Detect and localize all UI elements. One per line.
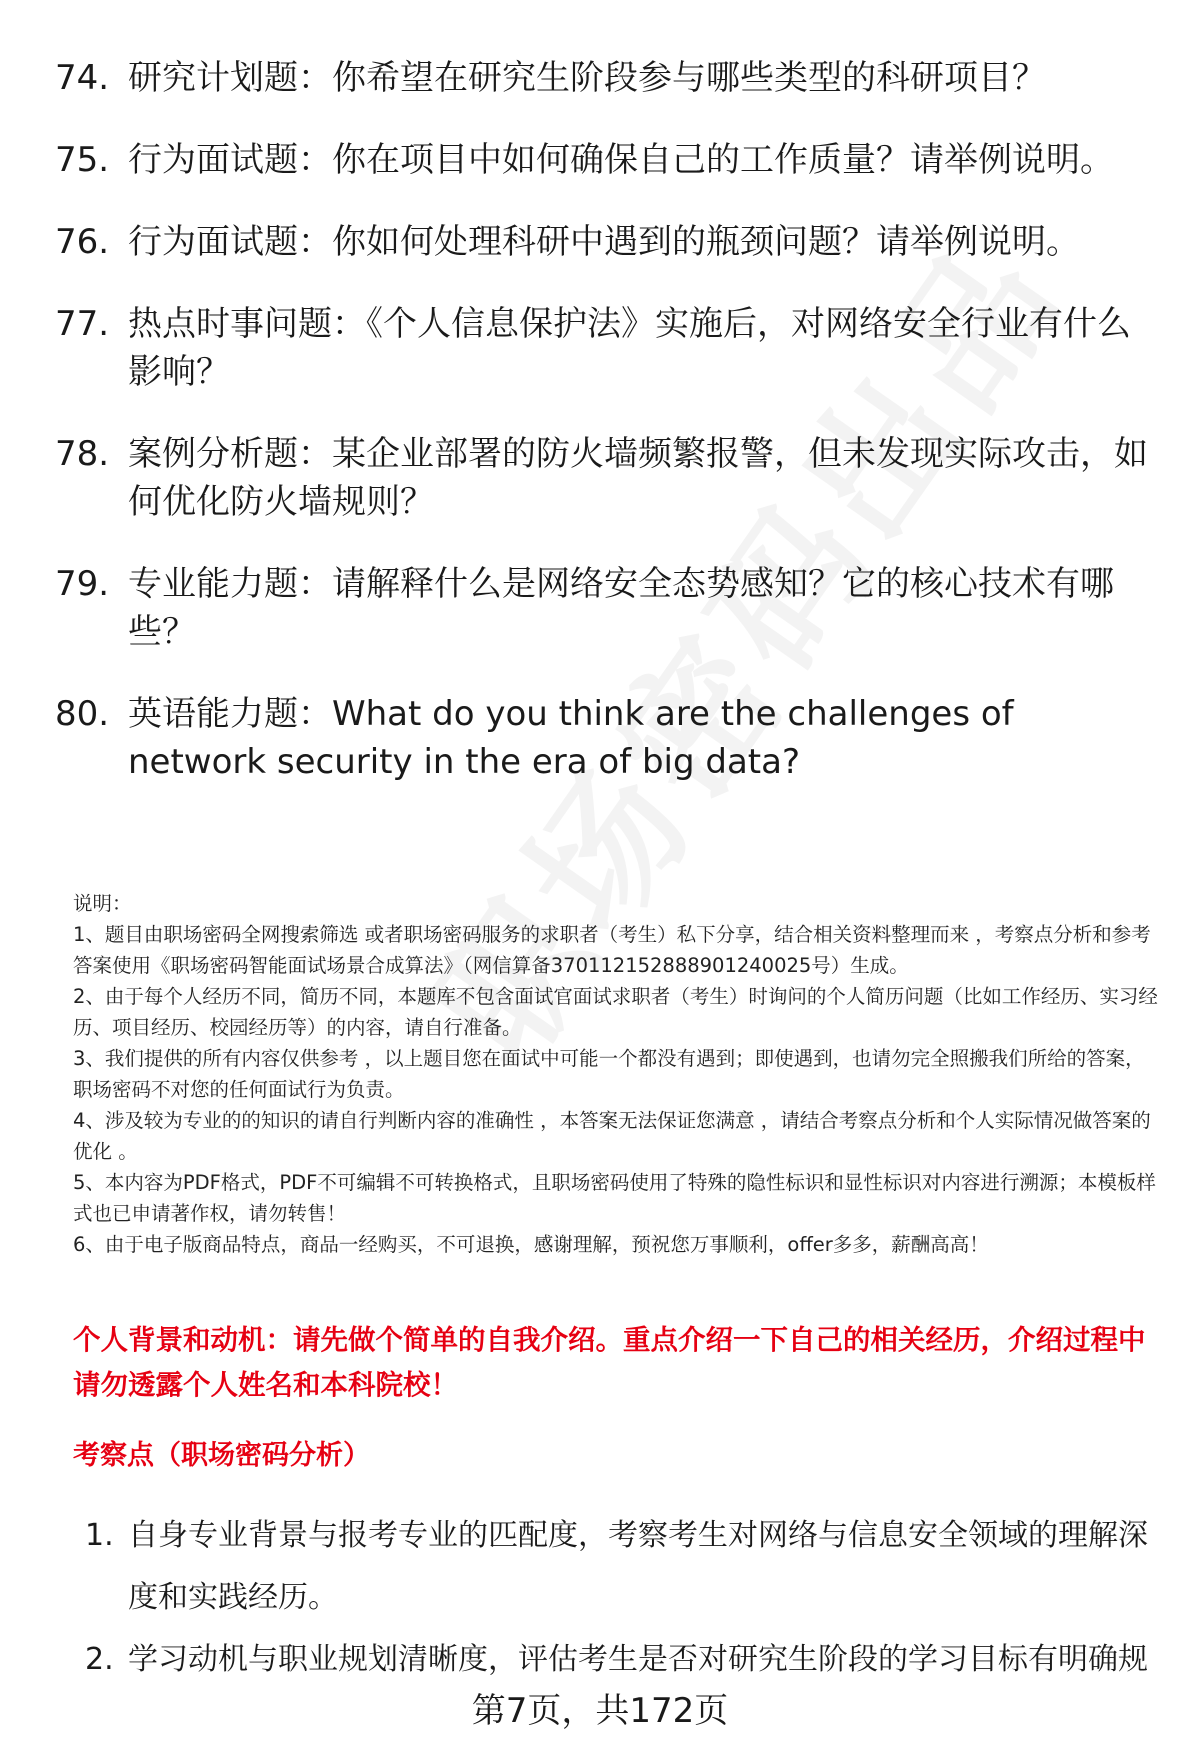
question-number: 78. [55,434,110,474]
question-list [55,54,1155,820]
question-number: 76. [55,222,110,262]
note-item: 3、我们提供的所有内容仅供参考 ，以上题目您在面试中可能一个都没有遇到；即使遇到，也请勿完全照搬我们所给的答案，职场密码不对您的任何面试行为负责。 [73,1047,1145,1101]
question-text: 专业能力题：请解释什么是网络安全态势感知？它的核心技术有哪些？ [128,564,1114,652]
question-text: 案例分析题：某企业部署的防火墙频繁报警，但未发现实际攻击，如何优化防火墙规则？ [128,434,1148,522]
question-number: 80. [55,694,110,734]
analysis-heading: 考察点（职场密码分析） [73,1440,370,1471]
question-number: 74. [55,58,110,98]
question-item [55,136,1155,184]
analysis-number: 2. [85,1642,114,1677]
featured-question: 个人背景和动机：请先做个简单的自我介绍。重点介绍一下自己的相关经历，介绍过程中请勿透露个人姓名和本科院校！ [73,1324,1146,1401]
question-text: 研究计划题：你希望在研究生阶段参与哪些类型的科研项目？ [128,58,1046,98]
question-number: 75. [55,140,110,180]
analysis-item [85,1505,1160,1629]
note-item: 1、题目由职场密码全网搜索筛选 或者职场密码服务的求职者（考生）私下分享，结合相关资料整理而来 ，考察点分析和参考答案使用《职场密码智能面试场景合成算法》（网信算备370112152888901240025号）生成。 [73,923,1151,977]
question-text: 英语能力题：What do you think are the challenges of network security in the era of big data? [128,694,1014,782]
question-item [55,560,1155,656]
question-number: 79. [55,564,110,604]
question-item [55,430,1155,526]
analysis-text: 自身专业背景与报考专业的匹配度，考察考生对网络与信息安全领域的理解深度和实践经历。 [128,1518,1148,1615]
analysis-item [85,1629,1160,1691]
note-item: 4、涉及较为专业的的知识的请自行判断内容的准确性 ，本答案无法保证您满意 ，请结合考察点分析和个人实际情况做答案的优化 。 [73,1109,1151,1163]
notes-section [73,888,1158,1260]
question-item [55,690,1155,786]
analysis-number: 1. [85,1518,114,1553]
analysis-text: 学习动机与职业规划清晰度，评估考生是否对研究生阶段的学习目标有明确规 [128,1642,1148,1677]
note-item: 5、本内容为PDF格式，PDF不可编辑不可转换格式，且职场密码使用了特殊的隐性标识和显性标识对内容进行溯源；本模板样式也已申请著作权，请勿转售！ [73,1171,1156,1225]
page-footer: 第7页，共172页 [471,1691,729,1731]
notes-title: 说明： [73,892,132,915]
note-item: 2、由于每个人经历不同，简历不同，本题库不包含面试官面试求职者（考生）时询问的个人简历问题（比如工作经历、实习经历、项目经历、校园经历等）的内容，请自行准备。 [73,985,1158,1039]
question-text: 行为面试题：你在项目中如何确保自己的工作质量？请举例说明。 [128,140,1114,180]
question-item [55,300,1155,396]
question-item [55,218,1155,266]
question-text: 热点时事问题：《个人信息保护法》实施后，对网络安全行业有什么影响？ [128,304,1131,392]
question-item [55,54,1155,102]
analysis-list [85,1505,1160,1691]
question-number: 77. [55,304,110,344]
note-item: 6、由于电子版商品特点，商品一经购买，不可退换，感谢理解，预祝您万事顺利，offer多多，薪酬高高！ [73,1233,989,1256]
question-text: 行为面试题：你如何处理科研中遇到的瓶颈问题？请举例说明。 [128,222,1080,262]
